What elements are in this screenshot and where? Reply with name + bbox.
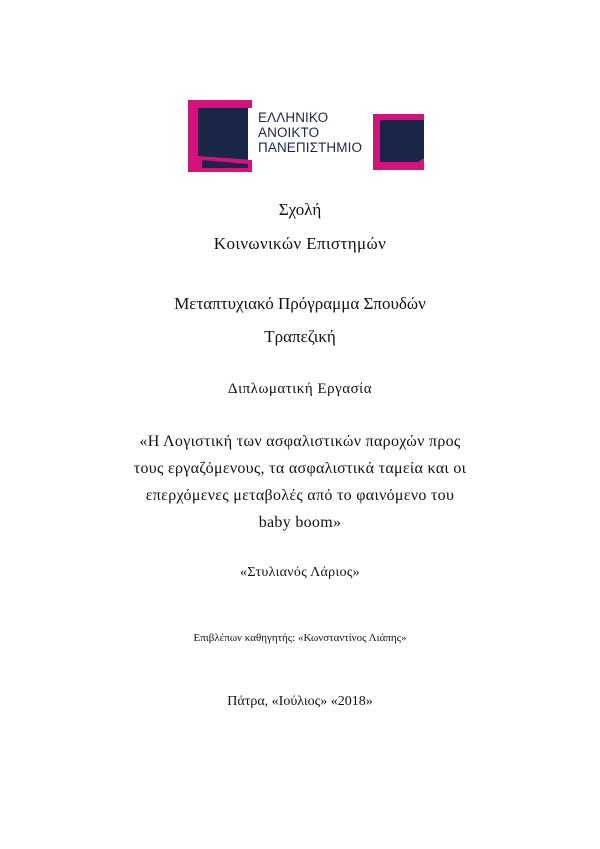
thesis-title-line: «Η Λογιστική των ασφαλιστικών παροχών προς	[139, 433, 461, 450]
thesis-label: Διπλωματική Εργασία	[227, 381, 373, 397]
place-date: Πάτρα, «Ιούλιος» «2018»	[227, 694, 373, 709]
logo-left-emblem	[188, 100, 252, 172]
program-name: Τραπεζική	[264, 327, 336, 346]
thesis-title	[100, 428, 500, 536]
school-name: Κοινωνικών Επιστημών	[213, 234, 387, 253]
logo-right-emblem	[373, 114, 424, 170]
author-name: «Στυλιανός Λάριος»	[240, 565, 360, 580]
program-label: Μεταπτυχιακό Πρόγραμμα Σπουδών	[174, 294, 426, 313]
thesis-title-line: baby boom»	[258, 514, 342, 531]
school-label: Σχολή	[278, 200, 322, 219]
logo-wordmark	[258, 110, 378, 155]
thesis-title-line: επερχόμενες μεταβολές από το φαινόμενο του	[145, 487, 455, 504]
logo-line-2: ΑΝΟΙΚΤΟ	[258, 125, 320, 140]
thesis-title-line: τους εργαζόμενους, τα ασφαλιστικά ταμεία και οι	[133, 460, 467, 477]
logo-line-1: ΕΛΛΗΝΙΚΟ	[258, 110, 329, 125]
supervisor: Επιβλέπων καθηγητής: «Κωνσταντίνος Λιάπης»	[193, 632, 407, 644]
logo-line-3: ΠΑΝΕΠΙΣΤΗΜΙΟ	[258, 140, 363, 155]
